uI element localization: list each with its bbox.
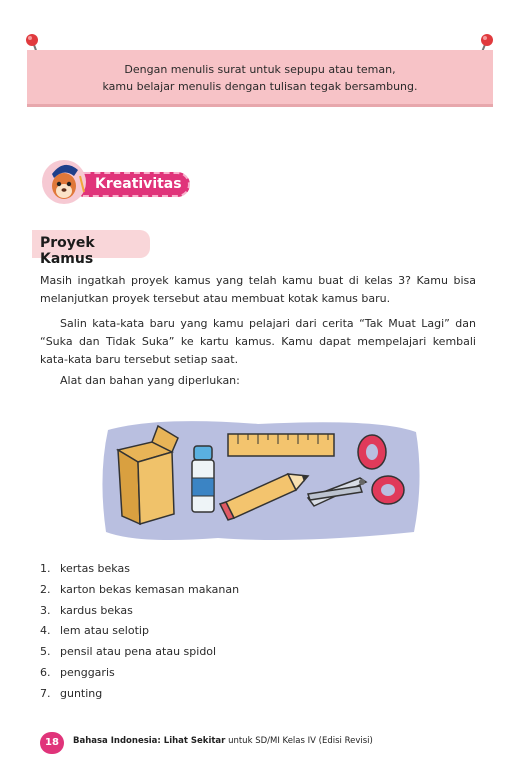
list-item-text: kardus bekas bbox=[60, 603, 133, 617]
section-title bbox=[32, 230, 150, 267]
list-item bbox=[40, 663, 239, 684]
list-item-number: 3. bbox=[40, 603, 51, 617]
list-item bbox=[40, 580, 239, 601]
book-subtitle: untuk SD/MI Kelas IV (Edisi Revisi) bbox=[225, 736, 373, 746]
paragraph-intro: Masih ingatkah proyek kamus yang telah kamu buat di kelas 3? Kamu bisa melanjutkan proyek tersebut atau membuat kotak kamus baru. bbox=[40, 274, 476, 305]
list-item-text: gunting bbox=[60, 686, 103, 700]
list-item-number: 2. bbox=[40, 582, 51, 596]
section-title-text: Proyek Kamus bbox=[40, 235, 95, 267]
footer-book-title bbox=[73, 736, 373, 746]
list-item-text: kertas bekas bbox=[60, 562, 130, 575]
list-item bbox=[40, 642, 239, 663]
glue-icon bbox=[192, 446, 214, 512]
list-item-number: 7. bbox=[40, 686, 51, 700]
note-line-1: Dengan menulis surat untuk sepupu atau teman, bbox=[124, 63, 396, 76]
list-item-text: karton bekas kemasan makanan bbox=[60, 582, 240, 596]
list-item bbox=[40, 601, 239, 622]
list-item-text: penggaris bbox=[60, 665, 115, 679]
materials-illustration bbox=[98, 416, 422, 544]
paragraph-instruction: Salin kata-kata baru yang kamu pelajari dari cerita “Tak Muat Lagi” dan “Suka dan Tidak Suka” ke kartu kamus. Kamu dapat mempelajari kembali kata-kata baru tersebut setiap saat. bbox=[40, 317, 476, 366]
list-item-number: 6. bbox=[40, 665, 51, 679]
materials-list bbox=[40, 559, 239, 705]
paragraph-materials-lead: Alat dan bahan yang diperlukan: bbox=[60, 374, 240, 387]
badge-label: Kreativitas bbox=[95, 176, 182, 192]
list-item bbox=[40, 684, 239, 705]
list-item bbox=[40, 559, 239, 580]
list-item-number: 1. bbox=[40, 562, 51, 575]
ruler-icon bbox=[228, 434, 334, 456]
list-item-text: lem atau selotip bbox=[60, 624, 149, 638]
list-item-text: pensil atau pena atau spidol bbox=[60, 645, 217, 659]
note-line-2: kamu belajar menulis dengan tulisan tegak bersambung. bbox=[102, 80, 418, 93]
kreativitas-badge bbox=[40, 152, 200, 208]
list-item-number: 5. bbox=[40, 645, 51, 659]
mascot-icon bbox=[40, 152, 96, 208]
book-title: Bahasa Indonesia: Lihat Sekitar bbox=[73, 736, 226, 746]
page-footer bbox=[40, 732, 373, 754]
list-item bbox=[40, 621, 239, 642]
info-note bbox=[27, 50, 493, 104]
page-number: 18 bbox=[40, 732, 64, 754]
list-item-number: 4. bbox=[40, 624, 51, 638]
